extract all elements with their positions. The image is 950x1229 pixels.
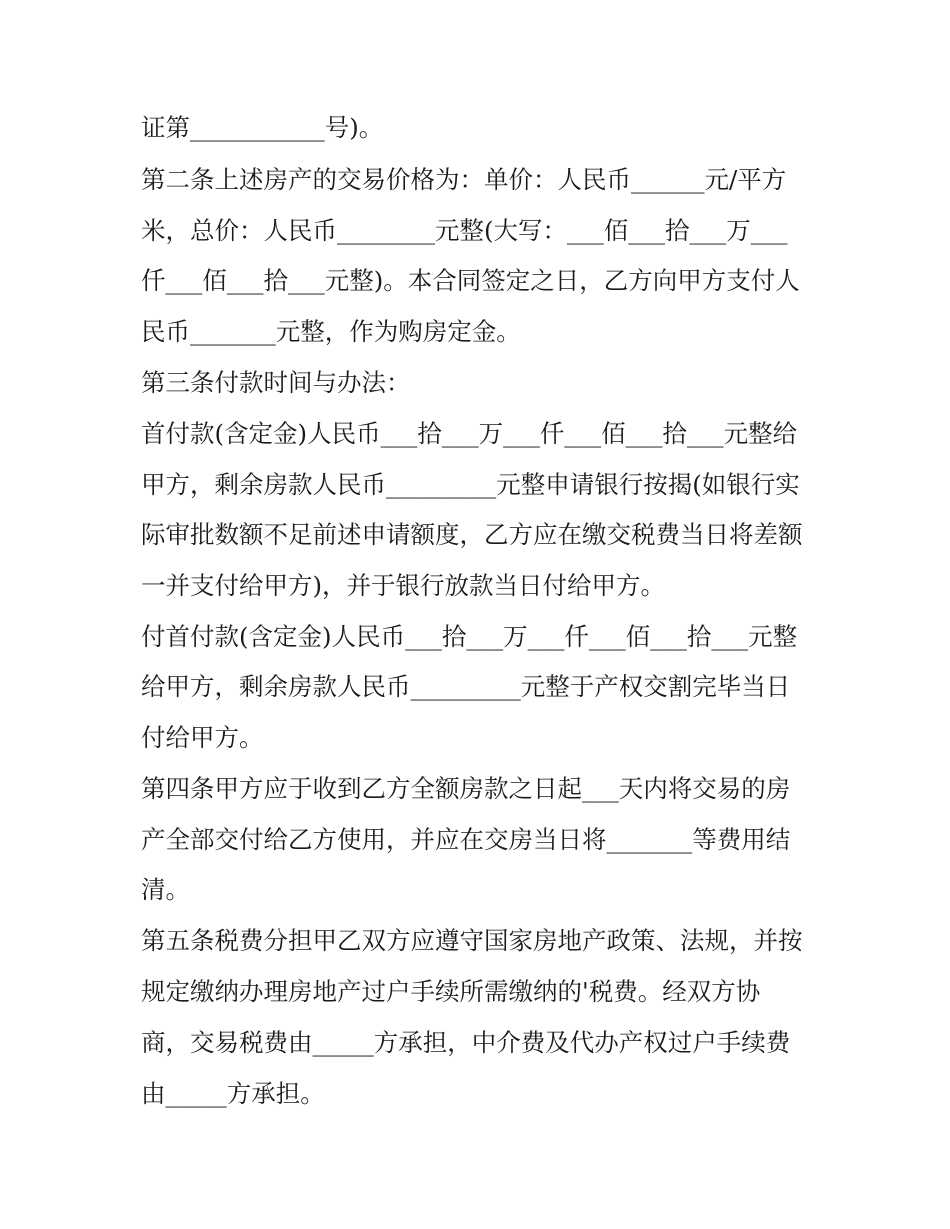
text-line: 产全部交付给乙方使用，并应在交房当日将_______等费用结 <box>141 825 791 854</box>
text-line: 规定缴纳办理房地产过户手续所需缴纳的'税费。经双方协 <box>141 977 761 1006</box>
text-line: 证第___________号)。 <box>141 113 384 142</box>
text-line: 付首付款(含定金)人民币___拾___万___仟___佰___拾___元整 <box>141 622 798 651</box>
text-line: 第二条上述房产的交易价格为：单价：人民币______元/平方 <box>141 165 787 194</box>
text-line: 第五条税费分担甲乙双方应遵守国家房地产政策、法规，并按 <box>141 926 803 955</box>
text-line: 际审批数额不足前述申请额度，乙方应在缴交税费当日将差额 <box>141 520 803 549</box>
text-line: 甲方，剩余房款人民币_________元整申请银行按揭(如银行实 <box>141 470 800 499</box>
text-line: 一并支付给甲方)，并于银行放款当日付给甲方。 <box>141 571 666 600</box>
text-line: 第三条付款时间与办法： <box>141 368 411 397</box>
text-line: 付给甲方。 <box>141 723 264 752</box>
text-line: 首付款(含定金)人民币___拾___万___仟___佰___拾___元整给 <box>141 419 798 448</box>
text-line: 仟___佰___拾___元整)。本合同签定之日，乙方向甲方支付人 <box>141 266 800 295</box>
text-line: 米，总价：人民币________元整(大写：___佰___拾___万___ <box>141 216 788 245</box>
text-line: 第四条甲方应于收到乙方全额房款之日起___天内将交易的房 <box>141 774 791 803</box>
text-line: 给甲方，剩余房款人民币_________元整于产权交割完毕当日 <box>141 672 791 701</box>
text-line: 由_____方承担。 <box>141 1079 325 1108</box>
text-line: 民币_______元整，作为购房定金。 <box>141 317 521 346</box>
text-line: 商，交易税费由_____方承担，中介费及代办产权过户手续费 <box>141 1028 791 1057</box>
text-line: 清。 <box>141 875 190 904</box>
